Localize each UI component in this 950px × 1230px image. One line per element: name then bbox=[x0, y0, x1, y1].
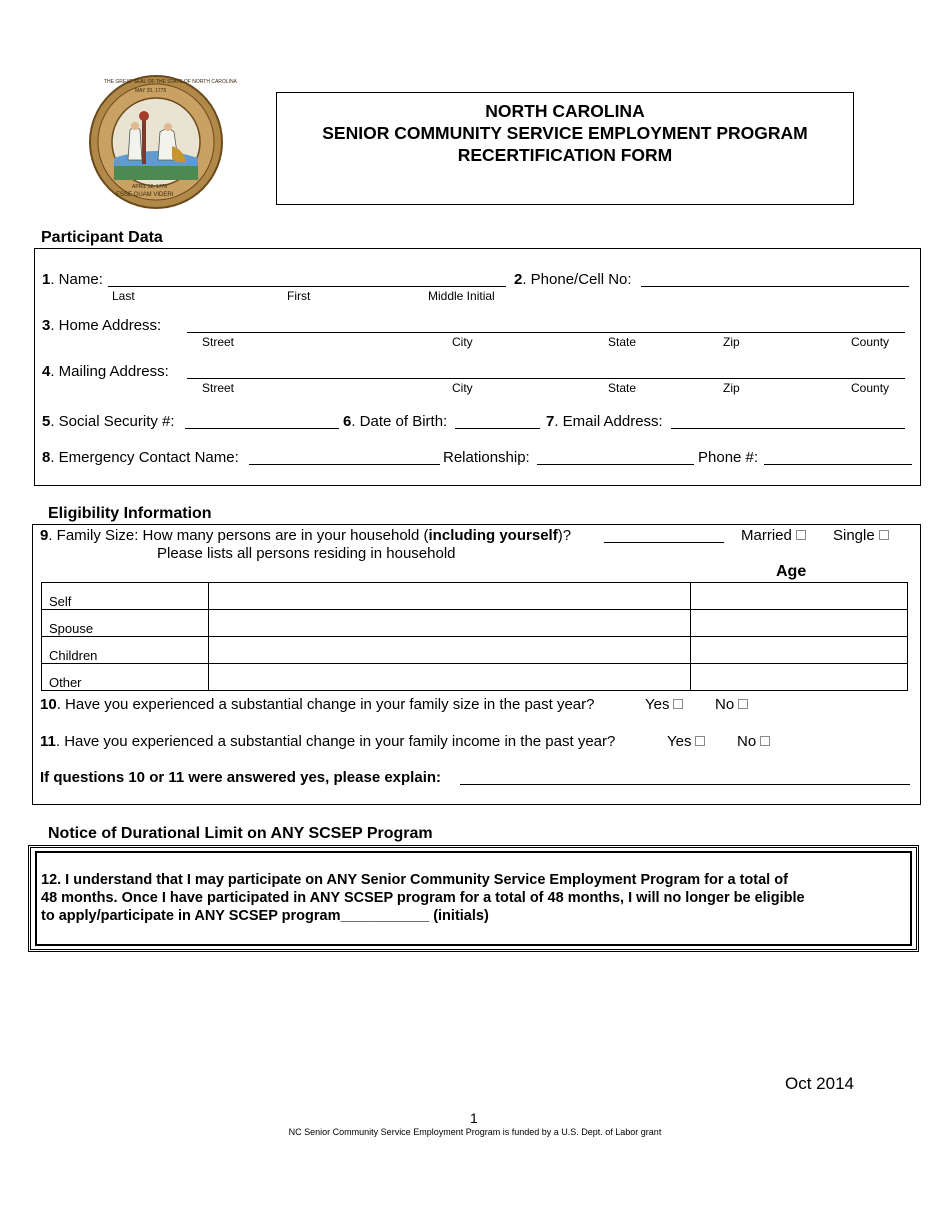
notice-line-2: 48 months. Once I have participated in ANY SCSEP program for a total of 48 months, I will no longer be eligible bbox=[41, 890, 805, 906]
mailing-address-label: 4. Mailing Address: bbox=[42, 363, 169, 380]
table-row bbox=[42, 610, 908, 637]
married-option[interactable]: Married bbox=[741, 527, 806, 544]
household-note: Please lists all persons residing in household bbox=[157, 545, 456, 562]
home-street-sub: Street bbox=[202, 335, 235, 349]
name-label: 1. Name: bbox=[42, 271, 103, 288]
row-label-spouse: Spouse bbox=[42, 610, 209, 637]
phone-field[interactable] bbox=[641, 286, 909, 287]
title-line-2: SENIOR COMMUNITY SERVICE EMPLOYMENT PROGRAM bbox=[322, 123, 808, 143]
mail-zip-sub: Zip bbox=[723, 381, 740, 395]
notice-line-1: 12. I understand that I may participate on ANY Senior Community Service Employment Program for a total of bbox=[41, 872, 788, 888]
phone-label: 2. Phone/Cell No: bbox=[514, 271, 632, 288]
row-label-children: Children bbox=[42, 637, 209, 664]
email-label: 7. Email Address: bbox=[546, 413, 663, 430]
seal-motto: ESSE QUAM VIDERI bbox=[116, 192, 174, 198]
ssn-field[interactable] bbox=[185, 428, 339, 429]
mail-county-sub: County bbox=[851, 381, 890, 395]
q11-yes-option[interactable]: Yes bbox=[667, 733, 705, 750]
home-address-label: 3. Home Address: bbox=[42, 317, 162, 334]
form-title-box bbox=[276, 92, 854, 205]
notice-line-3: to apply/participate in ANY SCSEP program___________ (initials) bbox=[41, 908, 489, 924]
name-cell[interactable] bbox=[209, 610, 691, 637]
mail-state-sub: State bbox=[608, 381, 637, 395]
q10-no-checkbox[interactable] bbox=[738, 699, 748, 709]
table-row bbox=[42, 637, 908, 664]
email-field[interactable] bbox=[671, 428, 905, 429]
mail-street-sub: Street bbox=[202, 381, 235, 395]
age-cell[interactable] bbox=[691, 583, 908, 610]
name-cell[interactable] bbox=[209, 583, 691, 610]
q10-yes-option[interactable]: Yes bbox=[645, 696, 683, 713]
participant-section-title: Participant Data bbox=[41, 229, 163, 246]
funding-note: NC Senior Community Service Employment Program is funded by a U.S. Dept. of Labor grant bbox=[288, 1127, 662, 1137]
home-zip-sub: Zip bbox=[723, 335, 740, 349]
name-sub-first: First bbox=[287, 289, 311, 303]
home-state-sub: State bbox=[608, 335, 637, 349]
mailing-address-field[interactable] bbox=[187, 378, 905, 379]
name-cell[interactable] bbox=[209, 637, 691, 664]
single-checkbox[interactable] bbox=[879, 530, 889, 540]
q10-text: 10. Have you experienced a substantial change in your family size in the past year? bbox=[40, 696, 595, 713]
emergency-phone-label: Phone #: bbox=[698, 449, 759, 466]
home-address-field[interactable] bbox=[187, 332, 905, 333]
age-column-header: Age bbox=[776, 563, 807, 580]
q10-no-option[interactable]: No bbox=[715, 696, 748, 713]
age-cell[interactable] bbox=[691, 637, 908, 664]
q9-text: 9. Family Size: How many persons are in your household (including yourself)? bbox=[40, 527, 572, 544]
page-number: 1 bbox=[470, 1110, 478, 1126]
dob-label: 6. Date of Birth: bbox=[343, 413, 448, 430]
single-option[interactable]: Single bbox=[833, 527, 889, 544]
table-row bbox=[42, 583, 908, 610]
notice-section-title: Notice of Durational Limit on ANY SCSEP Program bbox=[48, 825, 433, 842]
household-table bbox=[41, 582, 908, 691]
name-sub-middle: Middle Initial bbox=[428, 289, 495, 303]
row-label-other: Other bbox=[42, 664, 209, 691]
form-date: Oct 2014 bbox=[785, 1074, 854, 1093]
seal-ring-text: THE GREAT SEAL OF THE STATE OF NORTH CAROLINA bbox=[104, 79, 237, 85]
relationship-label: Relationship: bbox=[443, 449, 530, 466]
q11-text: 11. Have you experienced a substantial change in your family income in the past year? bbox=[40, 733, 616, 750]
explain-label: If questions 10 or 11 were answered yes, please explain: bbox=[40, 769, 442, 786]
age-cell[interactable] bbox=[691, 664, 908, 691]
family-size-field[interactable] bbox=[604, 542, 724, 543]
title-line-3: RECERTIFICATION FORM bbox=[457, 145, 673, 165]
explain-field[interactable] bbox=[460, 784, 910, 785]
q11-no-option[interactable]: No bbox=[737, 733, 770, 750]
age-cell[interactable] bbox=[691, 610, 908, 637]
married-checkbox[interactable] bbox=[796, 530, 806, 540]
q11-yes-checkbox[interactable] bbox=[695, 736, 705, 746]
home-city-sub: City bbox=[452, 335, 473, 349]
name-sub-last: Last bbox=[112, 289, 135, 303]
emergency-phone-field[interactable] bbox=[764, 464, 912, 465]
dob-field[interactable] bbox=[455, 428, 540, 429]
ssn-label: 5. Social Security #: bbox=[42, 413, 175, 430]
q11-no-checkbox[interactable] bbox=[760, 736, 770, 746]
title-line-1: NORTH CAROLINA bbox=[485, 101, 645, 121]
relationship-field[interactable] bbox=[537, 464, 694, 465]
emergency-contact-field[interactable] bbox=[249, 464, 440, 465]
mail-city-sub: City bbox=[452, 381, 473, 395]
q10-yes-checkbox[interactable] bbox=[673, 699, 683, 709]
seal-date-bottom: APRIL 12, 1776 bbox=[132, 184, 168, 190]
name-field[interactable] bbox=[108, 286, 506, 287]
emergency-contact-label: 8. Emergency Contact Name: bbox=[42, 449, 239, 466]
row-label-self: Self bbox=[42, 583, 209, 610]
eligibility-section-title: Eligibility Information bbox=[48, 505, 212, 522]
name-cell[interactable] bbox=[209, 664, 691, 691]
home-county-sub: County bbox=[851, 335, 890, 349]
table-row bbox=[42, 664, 908, 691]
seal-date-top: MAY 20, 1775 bbox=[135, 88, 167, 94]
